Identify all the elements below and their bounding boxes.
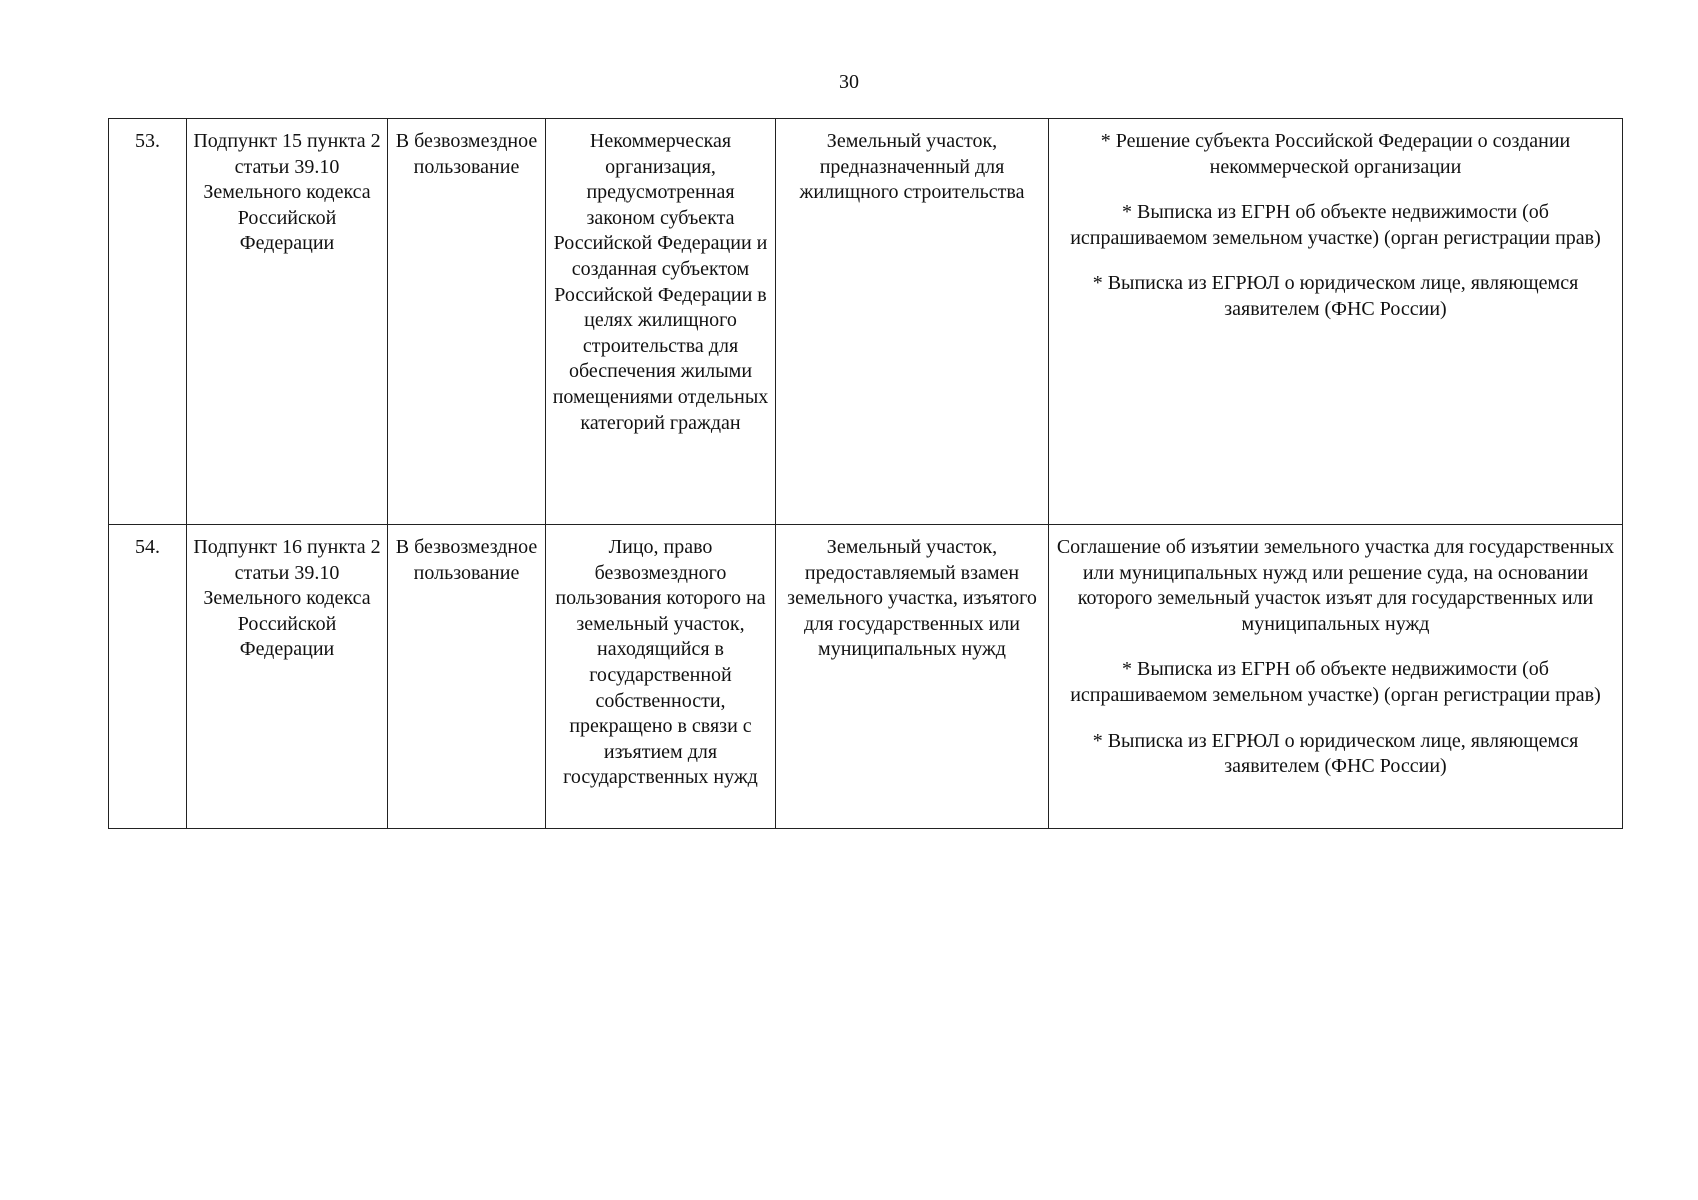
right-type-cell: В безвозмездное пользование xyxy=(388,119,546,525)
document-item: * Выписка из ЕГРН об объекте недвижимости (об испрашиваемом земельном участке) (орган регистрации прав) xyxy=(1070,658,1601,706)
document-item: * Решение субъекта Российской Федерации о создании некоммерческой организации xyxy=(1100,130,1571,178)
procedures-table xyxy=(108,118,1623,829)
page-number: 30 xyxy=(839,71,859,93)
table-row xyxy=(109,119,1623,525)
document-item: * Выписка из ЕГРЮЛ о юридическом лице, являющемся заявителем (ФНС России) xyxy=(1092,272,1579,320)
legal-basis-cell: Подпункт 15 пункта 2 статьи 39.10 Земельного кодекса Российской Федерации xyxy=(187,119,388,525)
document-item: * Выписка из ЕГРН об объекте недвижимости (об испрашиваемом земельном участке) (орган регистрации прав) xyxy=(1070,201,1601,249)
land-plot-cell: Земельный участок, предоставляемый взамен земельного участка, изъятого для государственных или муниципальных нужд xyxy=(776,525,1049,829)
land-plot-cell: Земельный участок, предназначенный для жилищного строительства xyxy=(776,119,1049,525)
applicant-cell: Лицо, право безвозмездного пользования которого на земельный участок, находящийся в государственной собственности, прекращено в связи с изъятием для государственных нужд xyxy=(546,525,776,829)
right-type-cell: В безвозмездное пользование xyxy=(388,525,546,829)
document-item: * Выписка из ЕГРЮЛ о юридическом лице, являющемся заявителем (ФНС России) xyxy=(1092,729,1579,778)
row-number: 54. xyxy=(109,525,187,829)
documents-cell xyxy=(1049,119,1623,525)
applicant-cell: Некоммерческая организация, предусмотренная законом субъекта Российской Федерации и созданная субъектом Российской Федерации в целях жилищного строительства для обеспечения жилыми помещениями отдельных категорий граждан xyxy=(546,119,776,525)
legal-basis-cell: Подпункт 16 пункта 2 статьи 39.10 Земельного кодекса Российской Федерации xyxy=(187,525,388,829)
documents-cell xyxy=(1049,525,1623,829)
row-number: 53. xyxy=(109,119,187,525)
document-item: Соглашение об изъятии земельного участка для государственных или муниципальных нужд или решение суда, на основании которого земельный участок изъят для государственных или муниципальных нужд xyxy=(1056,536,1615,635)
table-row xyxy=(109,525,1623,829)
